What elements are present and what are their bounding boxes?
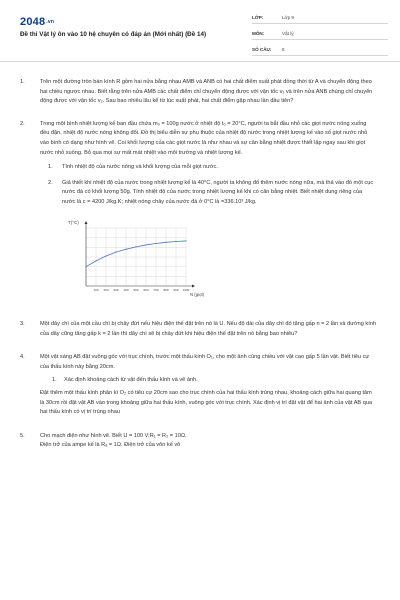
data-point bbox=[135, 246, 136, 247]
meta-value: Vật lý bbox=[282, 31, 294, 36]
question-number: 4. bbox=[20, 354, 25, 361]
chart-ticks bbox=[93, 288, 189, 292]
question-text: Trong một bình nhiệt lượng kế ban đầu chứa m₀ = 100g nước ở nhiệt độ t₀ = 20°C, người ta bắt đầu nhỏ các giọt nước nóng xuống đều đặn, nhiệt độ nước nóng không đổi. Đồ thị biểu diễn sự phụ thuộc của nhiệt độ nước trong nhiệt lượng kế vào số giọt nước nhỏ vào bình có dạng như hình vẽ. Coi khối lượng của các giọt nước là như nhau và sự cân bằng nhiệt được thiết lập ngay sau khi giọt nước nhỏ xuống. Bỏ qua mọi sự mất mát nhiệt vào môi trường và nhiệt lượng kế. bbox=[40, 120, 368, 156]
meta-panel bbox=[252, 12, 388, 60]
meta-value: 6 bbox=[282, 47, 285, 52]
meta-key: LỚP: bbox=[252, 15, 264, 20]
sub-text: Giả thiết khi nhiệt độ của nước trong nhiệt lượng kế là 40°C, người ta không đổ thêm nước nóng nữa, mà thả vào đó một cục nước đá có khối lượng 50g. Tính nhiệt độ của nước trong nhiệt lượng kế khi có cân bằng nhiệt. Biết nhiệt dung riêng của nước là c = 4200 J/kg.K; nhiệt nóng chảy của nước đá ở 0°C là =336.10³ J/kg. bbox=[62, 179, 374, 205]
x-tick-label: 600 bbox=[143, 287, 149, 292]
meta-key: MÔN: bbox=[252, 31, 265, 36]
sub-number: 1. bbox=[52, 376, 57, 383]
data-point bbox=[145, 244, 146, 245]
question-text: Trên một đường tròn bán kính R gồm hai nửa bằng nhau AMB và ANB có hai chất điểm xuất phát đồng thời từ A và chuyển động theo hai chiều ngược nhau. Biết rằng trên nửa AMB các chất điểm chỉ chuyển động được với vận tốc v₁ và trên nửa ANB chúng chỉ chuyển động được với vận tốc v₂. Sau bao nhiêu lâu kể từ lúc xuất phát, hai chất điểm gặp nhau lần đầu tiên? bbox=[40, 79, 373, 105]
sub-question-1 bbox=[40, 163, 376, 173]
data-point bbox=[105, 255, 106, 256]
x-tick-label: 200 bbox=[103, 287, 109, 292]
x-tick-label: 1000 bbox=[182, 287, 190, 292]
question-text-2: Điện trở của ampe kế là Rₐ = 1Ω. Điện trở của vôn kế vô bbox=[40, 442, 181, 449]
data-point bbox=[115, 251, 116, 252]
document-header bbox=[0, 0, 400, 62]
chart-grid bbox=[86, 228, 186, 286]
sub-number: 1. bbox=[48, 164, 53, 171]
x-tick-label: 400 bbox=[123, 287, 129, 292]
x-tick-label: 900 bbox=[173, 287, 179, 292]
sub-question-2 bbox=[40, 179, 376, 208]
data-point bbox=[95, 260, 96, 261]
question-number: 3. bbox=[20, 321, 25, 328]
y-axis-label: T(°C) bbox=[68, 219, 79, 225]
question-text: Cho mạch điện như hình vẽ. Biết U = 100 V;R₁ = R₂ = 10Ω. bbox=[40, 432, 187, 439]
y-axis-arrow bbox=[85, 221, 88, 224]
meta-row-count bbox=[252, 44, 388, 56]
question-text: Một dây chì của một cầu chì bị chảy đứt nếu hiệu điện thế đặt trên nó là U. Nếu độ dài của dây chì đó tăng gấp n = 2 lần và đường kính của dây cũng tăng gấp k = 2 lần thì dây chì sẽ bị chảy đứt khi hiệu điện thế đặt trên nó bằng bao nhiêu? bbox=[40, 321, 376, 337]
x-axis-arrow bbox=[192, 284, 195, 287]
question-number: 5. bbox=[20, 432, 25, 439]
logo-suffix: .vn bbox=[46, 19, 55, 25]
chart-svg bbox=[66, 216, 216, 300]
logo-text: 2048 bbox=[20, 16, 46, 28]
meta-value: Lớp 9 bbox=[282, 15, 294, 20]
chart-axes bbox=[85, 221, 196, 288]
question-4 bbox=[0, 353, 400, 418]
question-number: 1. bbox=[20, 79, 25, 85]
page-title: Đề thi Vật lý ôn vào 10 hệ chuyên có đáp án (Mới nhất) (Đề 14) bbox=[20, 31, 207, 38]
data-point bbox=[175, 240, 176, 241]
question-text: Một vật sáng AB đặt vuông góc với trục chính, trước một thấu kính O₁, cho một ảnh cùng chiều với vật cao gấp 5 lần vật. Biết tiêu cự của thấu kính này bằng 20cm. bbox=[40, 354, 370, 370]
x-tick-label: 300 bbox=[113, 287, 119, 292]
x-tick-label: 100 bbox=[93, 287, 99, 292]
x-tick-label: 800 bbox=[163, 287, 169, 292]
site-logo[interactable] bbox=[20, 16, 54, 28]
x-axis-label: N (giọt) bbox=[190, 291, 205, 297]
sub-text: Xác định khoảng cách từ vật đến thấu kính và vẽ ảnh. bbox=[64, 376, 198, 383]
x-tick-label: 700 bbox=[153, 287, 159, 292]
question-1 bbox=[0, 78, 400, 107]
temperature-chart bbox=[66, 216, 376, 305]
data-point bbox=[85, 266, 86, 267]
meta-row-subject bbox=[252, 28, 388, 40]
question-2 bbox=[0, 120, 400, 304]
meta-row-class bbox=[252, 12, 388, 24]
question-number: 2. bbox=[20, 120, 25, 127]
x-tick-label: 500 bbox=[133, 287, 139, 292]
sub-question-1 bbox=[40, 376, 376, 386]
question-text-2: Đặt thêm một thấu kính phân kì O₂ có tiêu cự 20cm sao cho trục chính của hai thấu kính trùng nhau, khoảng cách giữa hai quang tâm là 30cm rồi đặt vật AB vào trong khoảng giữa hai thấu kính, vuông góc với trục chính. Xác định vị trí đặt vật để hai ảnh của vật AB qua hai thấu kính có vị trí trùng nhau bbox=[40, 390, 373, 416]
data-point bbox=[155, 242, 156, 243]
data-point bbox=[125, 248, 126, 249]
sub-text: Tính nhiệt độ của nước nóng và khối lượng của mỗi giọt nước. bbox=[62, 164, 218, 171]
meta-key: SỐ CÂU: bbox=[252, 47, 272, 52]
question-3 bbox=[0, 320, 400, 339]
data-point bbox=[185, 240, 186, 241]
questions-list bbox=[0, 78, 400, 451]
data-point bbox=[165, 241, 166, 242]
sub-number: 2. bbox=[48, 179, 53, 186]
question-5 bbox=[0, 432, 400, 451]
